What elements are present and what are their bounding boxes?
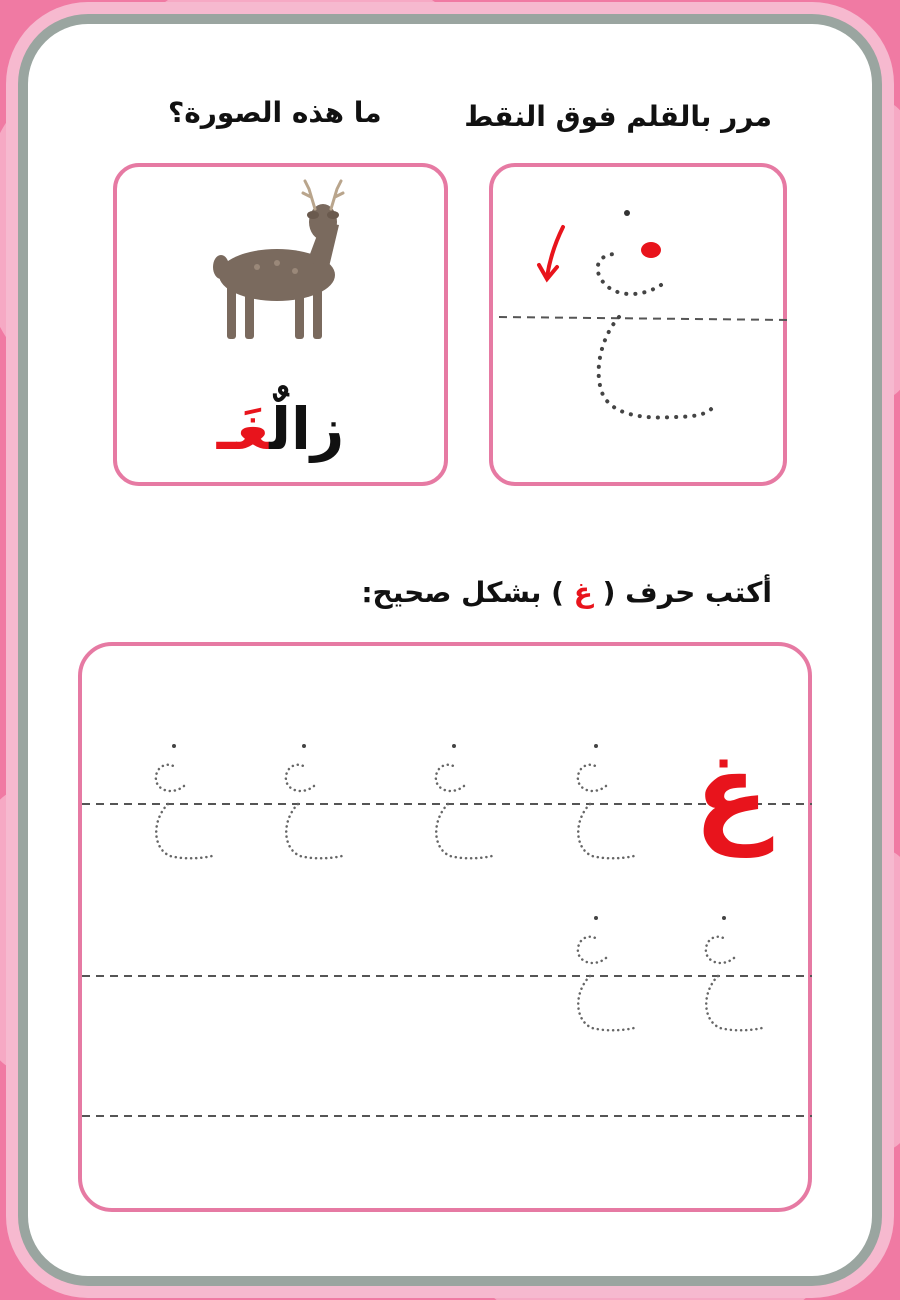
trace-letter-row1-4 [156,744,212,858]
start-dot-icon [641,242,661,258]
word-first-letter: غَـ [216,395,270,463]
picture-question-heading: ما هذه الصورة؟ [168,96,382,129]
trace-card [489,163,787,486]
direction-arrow-icon [539,227,563,279]
trace-letter-ghain [598,254,713,417]
instruction-prefix: أكتب حرف ( [602,576,772,609]
instruction-suffix: ) بشكل صحيح: [361,576,564,609]
trace-letter-row2-1 [706,916,762,1030]
trace-letter-row2-2 [578,916,634,1030]
trace-letter-row1-3 [286,744,342,858]
instruction-letter: غ [573,576,593,609]
writing-practice-card [78,642,812,1212]
trace-area [493,167,791,490]
writing-instruction [361,576,772,609]
trace-letter-row1-1 [578,744,634,858]
word-ghazal [117,395,444,463]
picture-card [113,163,448,486]
trace-instruction-heading: مرر بالقلم فوق النقط [464,100,772,133]
letter-dot [624,210,630,216]
word-rest: زالٌ [269,395,345,463]
model-letter: غ [694,729,770,857]
trace-letter-row1-2 [436,744,492,858]
